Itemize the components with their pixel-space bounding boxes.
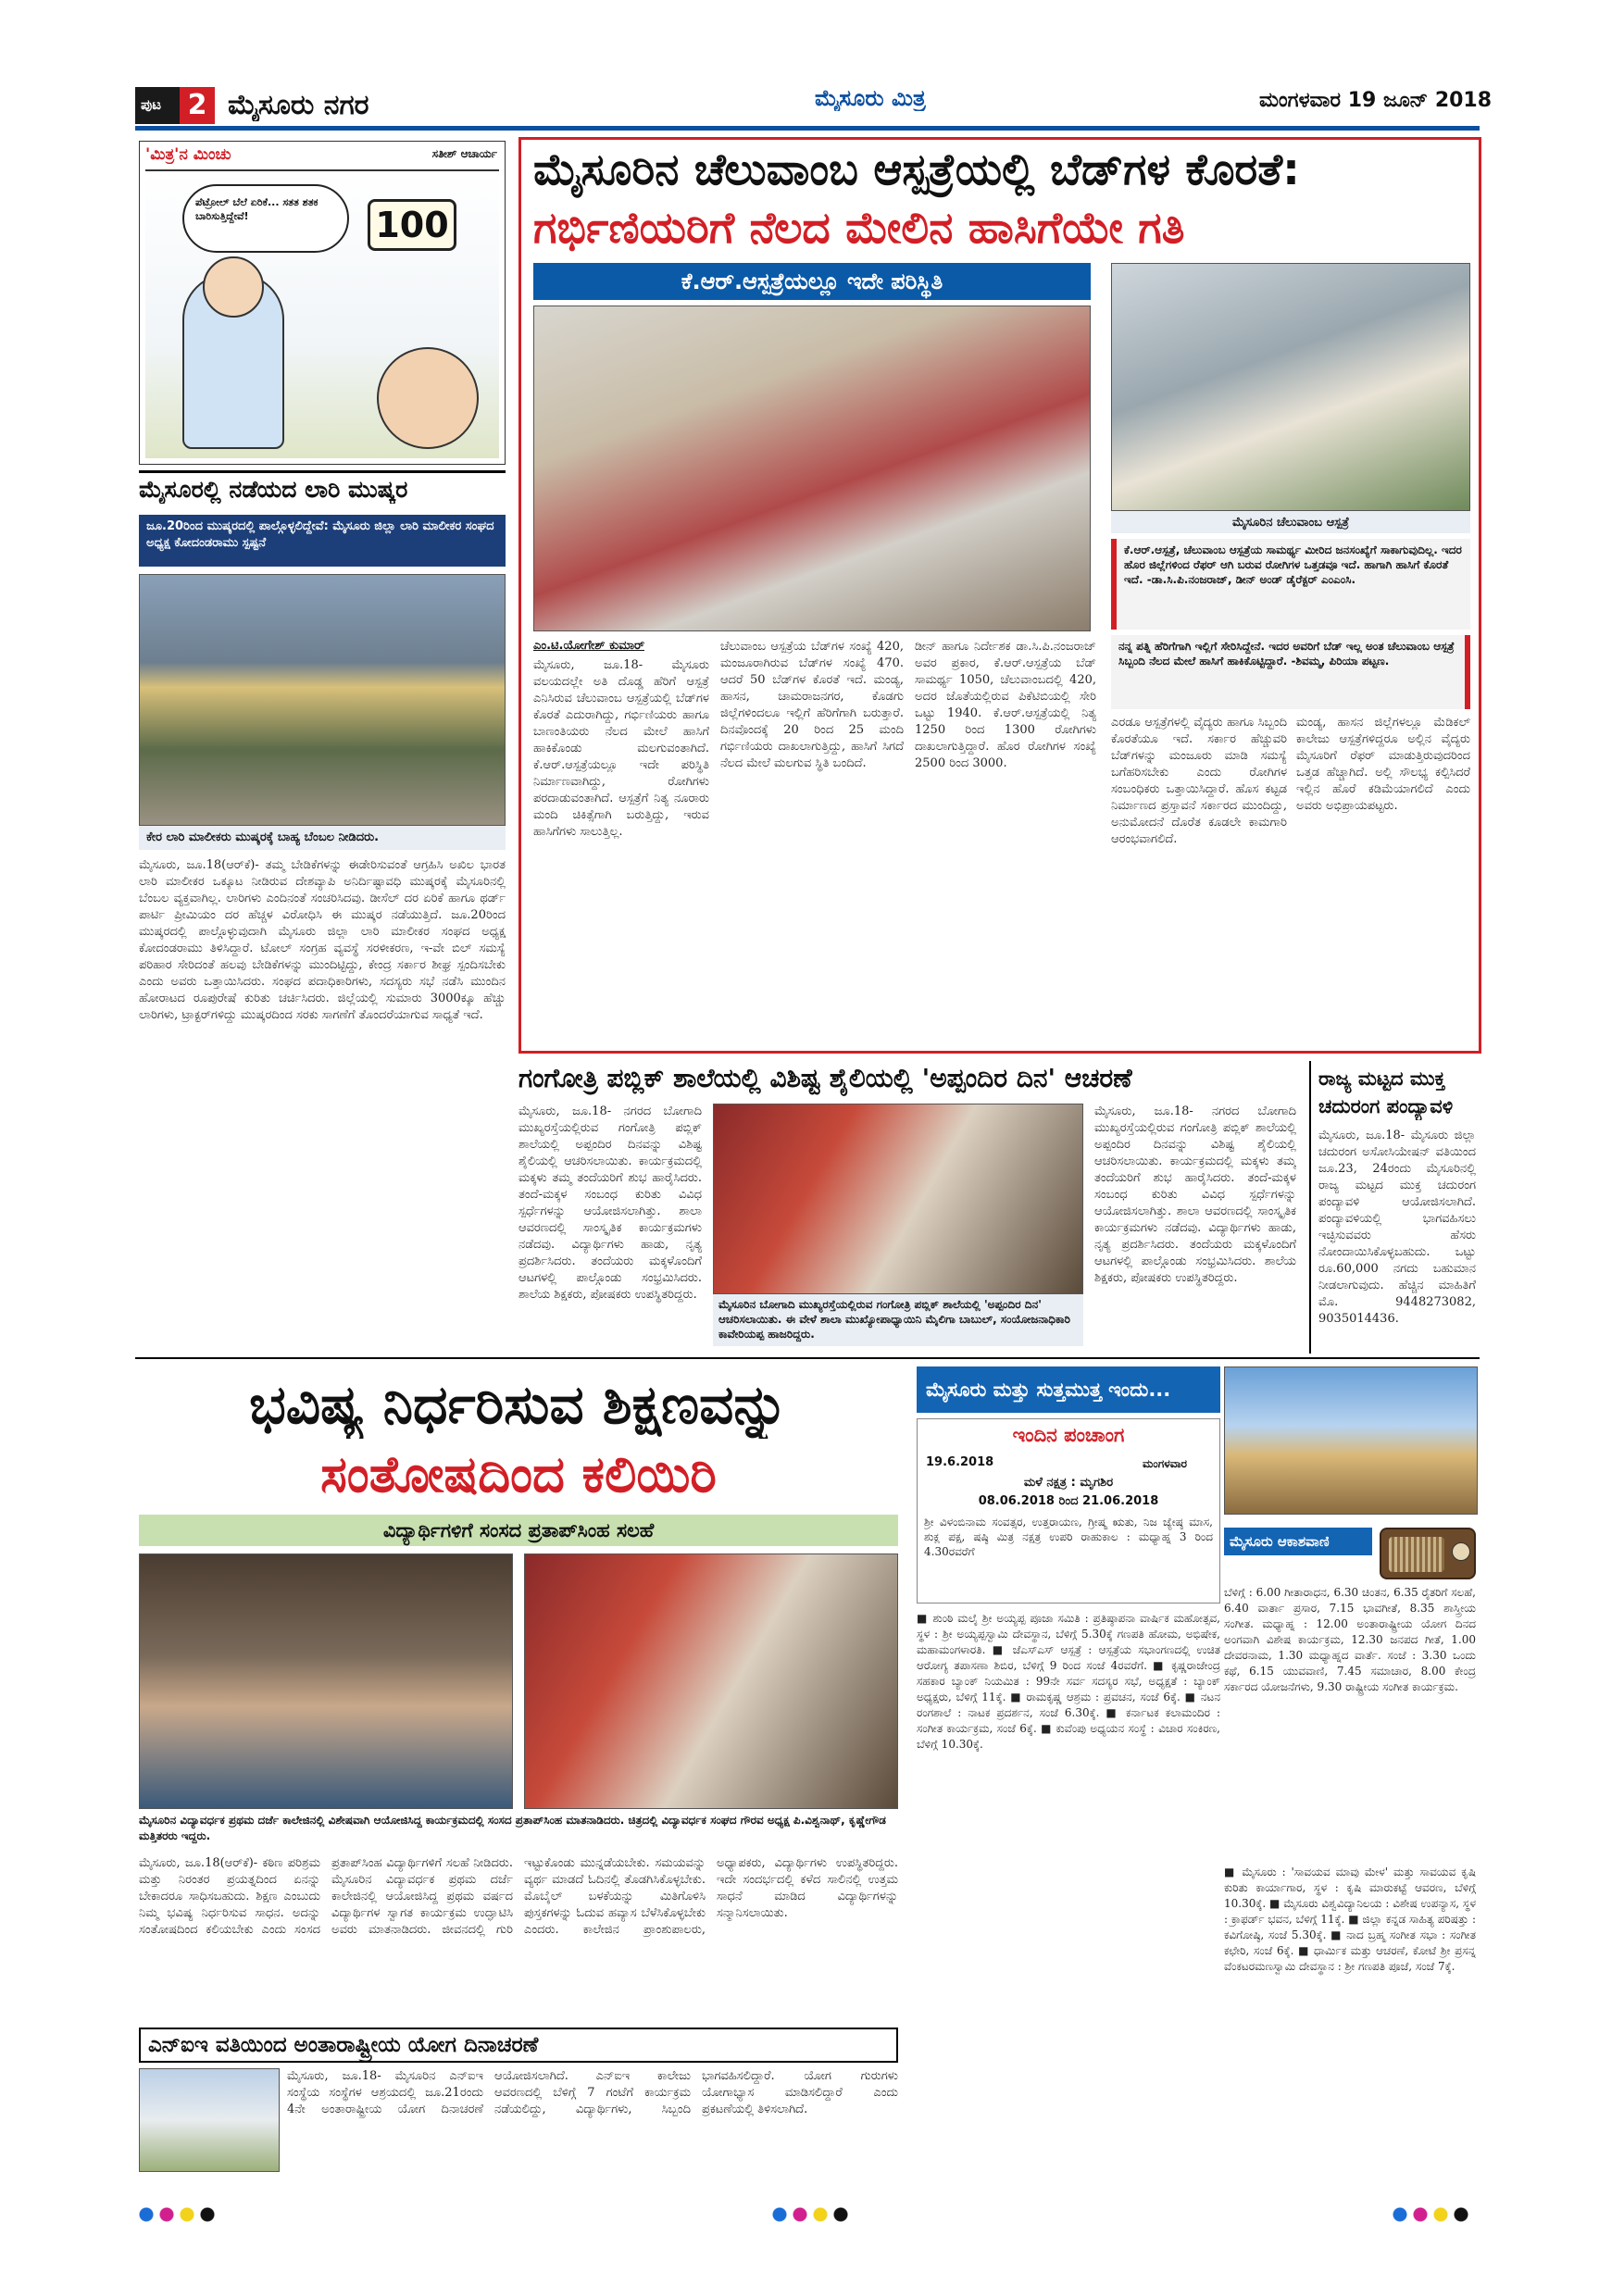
lorry-photo (139, 574, 506, 826)
bottom-divider (135, 1357, 1480, 1359)
lorry-rule-top (139, 470, 506, 473)
radio-icon (1380, 1528, 1476, 1579)
quote-box-2: ನನ್ನ ಪತ್ನಿ ಹೆರಿಗೆಗಾಗಿ ಇಲ್ಲಿಗೆ ಸೇರಿಸಿದ್ದೇನೆ. ಇದರ ಅವರಿಗೆ ಬೆಡ್ ಇಲ್ಲ ಅಂತ ಚೆಲುವಾಂಬ ಆಸ್ಪತ್ರೆ ಸಿಬ್ಬಂದಿ ನೆಲದ ಮೇಲೆ ಹಾಸಿಗೆ ಹಾಕಿಕೊಟ್ಟಿದ್ದಾರೆ. -ಶಿವಮ್ಮ, ಪಿರಿಯಾ ಪಟ್ಟಣ. (1111, 635, 1470, 709)
lorry-headline: ಮೈಸೂರಲ್ಲಿ ನಡೆಯದ ಲಾರಿ ಮುಷ್ಕರ (139, 476, 408, 503)
hospital-col-1: ಮೈಸೂರು, ಜೂ.18- ಮೈಸೂರು ವಲಯದಲ್ಲೇ ಅತಿ ದೊಡ್ಡ ಹೆರಿಗೆ ಆಸ್ಪತ್ರೆ ಎನಿಸಿರುವ ಚೆಲುವಾಂಬ ಆಸ್ಪತ್ರೆಯಲ್ಲಿ ಬೆಡ್‌ಗಳ ಕೊರತೆ ಎದುರಾಗಿದ್ದು, ಗರ್ಭಿಣಿಯರು ಹಾಗೂ ಬಾಣಂತಿಯರು ನೆಲದ ಮೇಲೆ ಹಾಸಿಗೆ ಹಾಕಿಕೊಂಡು ಮಲಗುವಂತಾಗಿದೆ. ಕೆ.ಆರ್.ಆಸ್ಪತ್ರೆಯಲ್ಲೂ ಇದೇ ಪರಿಸ್ಥಿತಿ ನಿರ್ಮಾಣವಾಗಿದ್ದು, ರೋಗಿಗಳು ಪರದಾಡುವಂತಾಗಿದೆ. ಆಸ್ಪತ್ರೆಗೆ ನಿತ್ಯ ನೂರಾರು ಮಂದಿ ಚಿಕಿತ್ಸೆಗಾಗಿ ಬರುತ್ತಿದ್ದು, ಇರುವ ಹಾಸಿಗೆಗಳು ಸಾಲುತ್ತಿಲ್ಲ. (533, 658, 709, 839)
lorry-caption: ಕೇರ ಲಾರಿ ಮಾಲೀಕರು ಮುಷ್ಕರಕ್ಕೆ ಬಾಹ್ಯ ಬೆಂಬಲ ನೀಡಿದರು. (139, 826, 506, 850)
lorry-subhead: ಜೂ.20ರಿಂದ ಮುಷ್ಕರದಲ್ಲಿ ಪಾಲ್ಗೊಳ್ಳಲಿದ್ದೇವೆ: ಮೈಸೂರು ಜಿಲ್ಲಾ ಲಾರಿ ಮಾಲೀಕರ ಸಂಘದ ಅಧ್ಯಕ್ಷ ಕೋದಂಡರಾಮು ಸ್ಪಷ್ಟನೆ (139, 515, 506, 567)
registration-marks-left (139, 2207, 222, 2222)
gangothri-body-right: ಮೈಸೂರು, ಜೂ.18- ನಗರದ ಬೋಗಾದಿ ಮುಖ್ಯರಸ್ತೆಯಲ್ಲಿರುವ ಗಂಗೋತ್ರಿ ಪಬ್ಲಿಕ್ ಶಾಲೆಯಲ್ಲಿ ಅಪ್ಪಂದಿರ ದಿನವನ್ನು ವಿಶಿಷ್ಟ ಶೈಲಿಯಲ್ಲಿ ಆಚರಿಸಲಾಯಿತು. ಕಾರ್ಯಕ್ರಮದಲ್ಲಿ ಮಕ್ಕಳು ತಮ್ಮ ತಂದೆಯರಿಗೆ ಶುಭ ಹಾರೈಸಿದರು. ತಂದೆ-ಮಕ್ಕಳ ಸಂಬಂಧ ಕುರಿತು ವಿವಿಧ ಸ್ಪರ್ಧೆಗಳನ್ನು ಆಯೋಜಿಸಲಾಗಿತ್ತು. ಶಾಲಾ ಆವರಣದಲ್ಲಿ ಸಾಂಸ್ಕೃತಿಕ ಕಾರ್ಯಕ್ರಮಗಳು ನಡೆದವು. ವಿದ್ಯಾರ್ಥಿಗಳು ಹಾಡು, ನೃತ್ಯ ಪ್ರದರ್ಶಿಸಿದರು. ತಂದೆಯರು ಮಕ್ಕಳೊಂದಿಗೆ ಆಟಗಳಲ್ಲಿ ಪಾಲ್ಗೊಂಡು ಸಂಭ್ರಮಿಸಿದರು. ಶಾಲೆಯ ಶಿಕ್ಷಕರು, ಪೋಷಕರು ಉಪಸ್ಥಿತರಿದ್ದರು. (1094, 1104, 1296, 1285)
building-caption: ಮೈಸೂರಿನ ಚೆಲುವಾಂಬ ಆಸ್ಪತ್ರೆ (1111, 511, 1470, 533)
radio-body: ಬೆಳಿಗ್ಗೆ : 6.00 ಗೀತಾರಾಧನ, 6.30 ಚಿಂತನ, 6.35 ರೈತರಿಗೆ ಸಲಹೆ, 6.40 ವಾರ್ತಾ ಪ್ರಸಾರ, 7.15 ಭಾವಗೀತೆ, 8.35 ಶಾಸ್ತ್ರೀಯ ಸಂಗೀತ. ಮಧ್ಯಾಹ್ನ : 12.00 ಅಂತಾರಾಷ್ಟ್ರೀಯ ಯೋಗ ದಿನದ ಅಂಗವಾಗಿ ವಿಶೇಷ ಕಾರ್ಯಕ್ರಮ, 12.30 ಜನಪದ ಗೀತೆ, 1.00 ದೇವರನಾಮ, 1.30 ಮಧ್ಯಾಹ್ನದ ವಾರ್ತೆ. ಸಂಜೆ : 3.30 ಒಂದು ಕಥೆ, 6.15 ಯುವವಾಣಿ, 7.45 ಸಮಾಚಾರ, 8.00 ಕೇಂದ್ರ ಸರ್ಕಾರದ ಯೋಜನೆಗಳು, 9.30 ರಾಷ್ಟ್ರೀಯ ಸಂಗೀತ ಕಾರ್ಯಕ್ರಮ. (1224, 1586, 1476, 1693)
lorry-body: ಮೈಸೂರು, ಜೂ.18(ಆರ್‌ಕೆ)- ತಮ್ಮ ಬೇಡಿಕೆಗಳನ್ನು ಈಡೇರಿಸುವಂತೆ ಆಗ್ರಹಿಸಿ ಅಖಿಲ ಭಾರತ ಲಾರಿ ಮಾಲೀಕರ ಒಕ್ಕೂಟ ನೀಡಿರುವ ದೇಶವ್ಯಾಪಿ ಅನಿರ್ದಿಷ್ಟಾವಧಿ ಮುಷ್ಕರಕ್ಕೆ ಮೈಸೂರಿನಲ್ಲಿ ಬೆಂಬಲ ವ್ಯಕ್ತವಾಗಿಲ್ಲ. ಲಾರಿಗಳು ಎಂದಿನಂತೆ ಸಂಚರಿಸಿದವು. ಡೀಸೆಲ್ ದರ ಏರಿಕೆ ಹಾಗೂ ಥರ್ಡ್ ಪಾರ್ಟಿ ಪ್ರೀಮಿಯಂ ದರ ಹೆಚ್ಚಳ ವಿರೋಧಿಸಿ ಈ ಮುಷ್ಕರ ನಡೆಯುತ್ತಿದೆ. ಜೂ.20ರಿಂದ ಮುಷ್ಕರದಲ್ಲಿ ಪಾಲ್ಗೊಳ್ಳುವುದಾಗಿ ಮೈಸೂರು ಜಿಲ್ಲಾ ಲಾರಿ ಮಾಲೀಕರ ಸಂಘದ ಅಧ್ಯಕ್ಷ ಕೋದಂಡರಾಮು ತಿಳಿಸಿದ್ದಾರೆ. ಟೋಲ್ ಸಂಗ್ರಹ ವ್ಯವಸ್ಥೆ ಸರಳೀಕರಣ, ಇ-ವೇ ಬಿಲ್ ಸಮಸ್ಯೆ ಪರಿಹಾರ ಸೇರಿದಂತೆ ಹಲವು ಬೇಡಿಕೆಗಳನ್ನು ಮುಂದಿಟ್ಟಿದ್ದು, ಕೇಂದ್ರ ಸರ್ಕಾರ ಶೀಘ್ರ ಸ್ಪಂದಿಸಬೇಕು ಎಂದು ಅವರು ಒತ್ತಾಯಿಸಿದರು. ಸಂಘದ ಪದಾಧಿಕಾರಿಗಳು, ಸದಸ್ಯರು ಸಭೆ ನಡೆಸಿ ಮುಂದಿನ ಹೋರಾಟದ ರೂಪುರೇಷೆ ಕುರಿತು ಚರ್ಚಿಸಿದರು. ಜಿಲ್ಲೆಯಲ್ಲಿ ಸುಮಾರು 3000ಕ್ಕೂ ಹೆಚ್ಚು ಲಾರಿಗಳು, ಟ್ರಾಕ್ಟರ್‌ಗಳಿದ್ದು ಮುಷ್ಕರದಿಂದ ಸರಕು ಸಾಗಣೆಗೆ ತೊಂದರೆಯಾಗುವ ಸಾಧ್ಯತೆ ಇದೆ. (139, 858, 506, 1022)
radio-title: ಮೈಸೂರು ಆಕಾಶವಾಣಿ (1224, 1528, 1372, 1555)
speech-bubble: ಪೆಟ್ರೋಲ್ ಬೆಲೆ ಏರಿಕೆ... ಸತತ ಶತಕ ಬಾರಿಸುತ್ತಿದ್ದೇವೆ! (182, 184, 349, 253)
today-header: ಮೈಸೂರು ಮತ್ತು ಸುತ್ತಮುತ್ತ ಇಂದು... (917, 1366, 1220, 1413)
registration-marks-right (1393, 2207, 1476, 2222)
yoga-photo (139, 2068, 280, 2172)
cartoon-label: 'ಮಿತ್ರ'ನ ಮಿಂಚು (145, 145, 231, 164)
hospital-building-photo (1111, 263, 1470, 511)
gangothri-headline: ಗಂಗೋತ್ರಿ ಪಬ್ಲಿಕ್ ಶಾಲೆಯಲ್ಲಿ ವಿಶಿಷ್ಟ ಶೈಲಿಯಲ್ಲಿ 'ಅಪ್ಪಂದಿರ ದಿನ' ಆಚರಣೆ (518, 1063, 1132, 1093)
date-line: ಮಂಗಳವಾರ 19 ಜೂನ್ 2018 (1259, 89, 1493, 112)
hospital-headline-1: ಮೈಸೂರಿನ ಚೆಲುವಾಂಬ ಆಸ್ಪತ್ರೆಯಲ್ಲಿ ಬೆಡ್‌ಗಳ ಕೊರತೆ: (533, 144, 1300, 195)
education-strap: ವಿದ್ಯಾರ್ಥಿಗಳಿಗೆ ಸಂಸದ ಪ್ರತಾಪ್‌ಸಿಂಹ ಸಲಹೆ (139, 1515, 898, 1546)
radio-dial (1452, 1542, 1470, 1561)
panchanga-weekday: ಮಂಗಳವಾರ (1143, 1457, 1188, 1470)
gangothri-body-left: ಮೈಸೂರು, ಜೂ.18- ನಗರದ ಬೋಗಾದಿ ಮುಖ್ಯರಸ್ತೆಯಲ್ಲಿರುವ ಗಂಗೋತ್ರಿ ಪಬ್ಲಿಕ್ ಶಾಲೆಯಲ್ಲಿ ಅಪ್ಪಂದಿರ ದಿನವನ್ನು ವಿಶಿಷ್ಟ ಶೈಲಿಯಲ್ಲಿ ಆಚರಿಸಲಾಯಿತು. ಕಾರ್ಯಕ್ರಮದಲ್ಲಿ ಮಕ್ಕಳು ತಮ್ಮ ತಂದೆಯರಿಗೆ ಶುಭ ಹಾರೈಸಿದರು. ತಂದೆ-ಮಕ್ಕಳ ಸಂಬಂಧ ಕುರಿತು ವಿವಿಧ ಸ್ಪರ್ಧೆಗಳನ್ನು ಆಯೋಜಿಸಲಾಗಿತ್ತು. ಶಾಲಾ ಆವರಣದಲ್ಲಿ ಸಾಂಸ್ಕೃತಿಕ ಕಾರ್ಯಕ್ರಮಗಳು ನಡೆದವು. ವಿದ್ಯಾರ್ಥಿಗಳು ಹಾಡು, ನೃತ್ಯ ಪ್ರದರ್ಶಿಸಿದರು. ತಂದೆಯರು ಮಕ್ಕಳೊಂದಿಗೆ ಆಟಗಳಲ್ಲಿ ಪಾಲ್ಗೊಂಡು ಸಂಭ್ರಮಿಸಿದರು. ಶಾಲೆಯ ಶಿಕ್ಷಕರು, ಪೋಷಕರು ಉಪಸ್ಥಿತರಿದ್ದರು. (518, 1104, 702, 1302)
cartoon-artist: ಸತೀಶ್ ಆಚಾರ್ಯ (431, 147, 497, 160)
chess-headline: ರಾಜ್ಯ ಮಟ್ಟದ ಮುಕ್ತ ಚದುರಂಗ ಪಂದ್ಯಾವಳಿ (1318, 1067, 1454, 1117)
spectator-figure (377, 347, 479, 449)
hospital-col-3: ಡೀನ್ ಹಾಗೂ ನಿರ್ದೇಶಕ ಡಾ.ಸಿ.ಪಿ.ನಂಜರಾಜ್ ಅವರ ಪ್ರಕಾರ, ಕೆ.ಆರ್.ಆಸ್ಪತ್ರೆಯ ಬೆಡ್ ಸಾಮರ್ಥ್ಯ 1050, ಚೆಲುವಾಂಬದಲ್ಲಿ 420, ಅದರ ಜೊತೆಯಲ್ಲಿರುವ ಪಿಕೆಟಿಬಿಯಲ್ಲಿ ಸೇರಿ ಒಟ್ಟು 1940. ಕೆ.ಆರ್.ಆಸ್ಪತ್ರೆಯಲ್ಲಿ ನಿತ್ಯ 1250 ರಿಂದ 1300 ರೋಗಿಗಳು ದಾಖಲಾಗುತ್ತಿದ್ದಾರೆ. ಹೊರ ರೋಗಿಗಳ ಸಂಖ್ಯೆ 2500 ರಿಂದ 3000. (915, 640, 1096, 770)
education-caption: ಮೈಸೂರಿನ ವಿದ್ಯಾವರ್ಧಕ ಪ್ರಥಮ ದರ್ಜೆ ಕಾಲೇಜಿನಲ್ಲಿ ವಿಶೇಷವಾಗಿ ಆಯೋಜಿಸಿದ್ದ ಕಾರ್ಯಕ್ರಮದಲ್ಲಿ ಸಂಸದ ಪ್ರತಾಪ್‌ಸಿಂಹ ಮಾತನಾಡಿದರು. ಚಿತ್ರದಲ್ಲಿ ವಿದ್ಯಾವರ್ಧಕ ಸಂಘದ ಗೌರವ ಅಧ್ಯಕ್ಷ ಪಿ.ವಿಶ್ವನಾಥ್, ಕೃಷ್ಣೇಗೌಡ ಮತ್ತಿತರರು ಇದ್ದರು. (139, 1814, 886, 1842)
panchanga-body: ಶ್ರೀ ವಿಳಂಬಿನಾಮ ಸಂವತ್ಸರ, ಉತ್ತರಾಯಣ, ಗ್ರೀಷ್ಮ ಋತು, ನಿಜ ಜ್ಯೇಷ್ಠ ಮಾಸ, ಶುಕ್ಲ ಪಕ್ಷ, ಷಷ್ಠಿ ಮಿತ್ರ ನಕ್ಷತ್ರ ಉಪರಿ ರಾಹುಕಾಲ : ಮಧ್ಯಾಹ್ನ 3 ರಿಂದ 4.30ರವರೆಗೆ (924, 1516, 1213, 1558)
panchanga-nakshatra: ಮಳೆ ನಕ್ಷತ್ರ : ಮೃಗಶಿರ (1023, 1476, 1114, 1490)
audience-photo (139, 1554, 513, 1809)
page-label: ಪುಟ (141, 96, 162, 113)
batsman-head (203, 256, 264, 318)
paper-logo: ಮೈಸೂರು ಮಿತ್ರ (815, 85, 926, 111)
stage-photo (524, 1554, 898, 1809)
chess-body: ಮೈಸೂರು, ಜೂ.18- ಮೈಸೂರು ಜಿಲ್ಲಾ ಚದುರಂಗ ಅಸೋಸಿಯೇಷನ್ ವತಿಯಿಂದ ಜೂ.23, 24ರಂದು ಮೈಸೂರಿನಲ್ಲಿ ರಾಜ್ಯ ಮಟ್ಟದ ಮುಕ್ತ ಚದುರಂಗ ಪಂದ್ಯಾವಳಿ ಆಯೋಜಿಸಲಾಗಿದೆ. ಪಂದ್ಯಾವಳಿಯಲ್ಲಿ ಭಾಗವಹಿಸಲು ಇಚ್ಛಿಸುವವರು ಹೆಸರು ನೋಂದಾಯಿಸಿಕೊಳ್ಳಬಹುದು. ಒಟ್ಟು ರೂ.60,000 ನಗದು ಬಹುಮಾನ ನೀಡಲಾಗುವುದು. ಹೆಚ್ಚಿನ ಮಾಹಿತಿಗೆ ಮೊ. 9448273082, 9035014436. (1318, 1129, 1476, 1326)
cartoon-box (139, 141, 506, 465)
hospital-byline: ಎಂ.ಟಿ.ಯೋಗೇಶ್ ಕುಮಾರ್ (533, 639, 645, 653)
education-headline-1: ಭವಿಷ್ಯ ನಿರ್ಧರಿಸುವ ಶಿಕ್ಷಣವನ್ನು (249, 1373, 788, 1436)
section-title: ಮೈಸೂರು ನಗರ (228, 89, 369, 121)
radio-speaker (1389, 1537, 1444, 1572)
more-events: ■ ಮೈಸೂರು : 'ಸಾವಯವ ಮಾವು ಮೇಳ' ಮತ್ತು ಸಾವಯವ ಕೃಷಿ ಕುರಿತು ಕಾರ್ಯಾಗಾರ, ಸ್ಥಳ : ಕೃಷಿ ಮಾರುಕಟ್ಟೆ ಆವರಣ, ಬೆಳಿಗ್ಗೆ 10.30ಕ್ಕೆ. ■ ಮೈಸೂರು ವಿಶ್ವವಿದ್ಯಾನಿಲಯ : ವಿಶೇಷ ಉಪನ್ಯಾಸ, ಸ್ಥಳ : ಕ್ರಾಫರ್ಡ್ ಭವನ, ಬೆಳಿಗ್ಗೆ 11ಕ್ಕೆ. ■ ಜಿಲ್ಲಾ ಕನ್ನಡ ಸಾಹಿತ್ಯ ಪರಿಷತ್ತು : ಕವಿಗೋಷ್ಠಿ, ಸಂಜೆ 5.30ಕ್ಕೆ. ■ ನಾದ ಬ್ರಹ್ಮ ಸಂಗೀತ ಸಭಾ : ಸಂಗೀತ ಕಛೇರಿ, ಸಂಜೆ 6ಕ್ಕೆ. ■ ಧಾರ್ಮಿಕ ಮತ್ತು ಆಚರಣೆ, ಕೋಟೆ ಶ್ರೀ ಪ್ರಸನ್ನ ವೆಂಕಟರಮಣಸ್ವಾಮಿ ದೇವಸ್ಥಾನ : ಶ್ರೀ ಗಣಪತಿ ಪೂಜೆ, ಸಂಜೆ 7ಕ್ಕೆ. (1224, 1866, 1476, 1973)
events-list: ■ ಶುಂಠಿ ಮಲೈ ಶ್ರೀ ಅಯ್ಯಪ್ಪ ಪೂಜಾ ಸಮಿತಿ : ಪ್ರತಿಷ್ಠಾಪನಾ ವಾರ್ಷಿಕ ಮಹೋತ್ಸವ, ಸ್ಥಳ : ಶ್ರೀ ಅಯ್ಯಪ್ಪಸ್ವಾಮಿ ದೇವಸ್ಥಾನ, ಬೆಳಿಗ್ಗೆ 5.30ಕ್ಕೆ ಗಣಪತಿ ಹೋಮ, ಅಭಿಷೇಕ, ಮಹಾಮಂಗಳಾರತಿ. ■ ಜೆಎಸ್‌ಎಸ್ ಆಸ್ಪತ್ರೆ : ಆಸ್ಪತ್ರೆಯ ಸಭಾಂಗಣದಲ್ಲಿ ಉಚಿತ ಆರೋಗ್ಯ ತಪಾಸಣಾ ಶಿಬಿರ, ಬೆಳಿಗ್ಗೆ 9 ರಿಂದ ಸಂಜೆ 4ರವರೆಗೆ. ■ ಕೃಷ್ಣರಾಜೇಂದ್ರ ಸಹಕಾರ ಬ್ಯಾಂಕ್ ನಿಯಮಿತ : 99ನೇ ಸರ್ವ ಸದಸ್ಯರ ಸಭೆ, ಅಧ್ಯಕ್ಷತೆ : ಬ್ಯಾಂಕ್ ಅಧ್ಯಕ್ಷರು, ಬೆಳಿಗ್ಗೆ 11ಕ್ಕೆ. ■ ರಾಮಕೃಷ್ಣ ಆಶ್ರಮ : ಪ್ರವಚನ, ಸಂಜೆ 6ಕ್ಕೆ. ■ ನಟನ ರಂಗಶಾಲೆ : ನಾಟಕ ಪ್ರದರ್ಶನ, ಸಂಜೆ 6.30ಕ್ಕೆ. ■ ಕರ್ನಾಟಕ ಕಲಾಮಂದಿರ : ಸಂಗೀತ ಕಾರ್ಯಕ್ರಮ, ಸಂಜೆ 6ಕ್ಕೆ. ■ ಕುವೆಂಪು ಅಧ್ಯಯನ ಸಂಸ್ಥೆ : ವಿಚಾರ ಸಂಕಿರಣ, ಬೆಳಿಗ್ಗೆ 10.30ಕ್ಕೆ. (917, 1612, 1220, 1751)
ward-photo (533, 306, 1091, 631)
score-board: 100 (368, 199, 456, 251)
page-badge (135, 87, 215, 124)
quote-box-1: ಕೆ.ಆರ್.ಆಸ್ಪತ್ರೆ, ಚೆಲುವಾಂಬ ಆಸ್ಪತ್ರೆಯ ಸಾಮರ್ಥ್ಯ ಮೀರಿದ ಜನಸಂಖ್ಯೆಗೆ ಸಾಕಾಗುವುದಿಲ್ಲ. ಇದರ ಹೊರ ಜಿಲ್ಲೆಗಳಿಂದ ರೆಫರ್ ಆಗಿ ಬರುವ ರೋಗಿಗಳ ಒತ್ತಡವೂ ಇದೆ. ಹಾಗಾಗಿ ಹಾಸಿಗೆ ಕೊರತೆ ಇದೆ. -ಡಾ.ಸಿ.ಪಿ.ನಂಜರಾಜ್, ಡೀನ್ ಅಂಡ್ ಡೈರೆಕ್ಟರ್ ಎಂಎಂಸಿ. (1111, 539, 1470, 630)
gangothri-caption: ಮೈಸೂರಿನ ಬೋಗಾದಿ ಮುಖ್ಯರಸ್ತೆಯಲ್ಲಿರುವ ಗಂಗೋತ್ರಿ ಪಬ್ಲಿಕ್ ಶಾಲೆಯಲ್ಲಿ 'ಅಪ್ಪಂದಿರ ದಿನ' ಆಚರಿಸಲಾಯಿತು. ಈ ವೇಳೆ ಶಾಲಾ ಮುಖ್ಯೋಪಾಧ್ಯಾಯಿನಿ ಮೈಲಿಗಾ ಬಾಬುಲ್, ಸಂಯೋಜನಾಧಿಕಾರಿ ಕಾವೇರಿಯಪ್ಪ ಹಾಜರಿದ್ದರು. (713, 1294, 1083, 1346)
panchanga-period: 08.06.2018 ರಿಂದ 21.06.2018 (978, 1494, 1159, 1508)
masthead-rule (135, 126, 1480, 131)
yoga-body: ಮೈಸೂರು, ಜೂ.18- ಮೈಸೂರಿನ ಎನ್‌ಐಇ ಸಂಸ್ಥೆಯ ಸಂಸ್ಥೆಗಳ ಆಶ್ರಯದಲ್ಲಿ ಜೂ.21ರಂದು 4ನೇ ಅಂತಾರಾಷ್ಟ್ರೀಯ ಯೋಗ ದಿನಾಚರಣೆ ಆಯೋಜಿಸಲಾಗಿದೆ. ಎನ್‌ಐಇ ಕಾಲೇಜು ಆವರಣದಲ್ಲಿ ಬೆಳಿಗ್ಗೆ 7 ಗಂಟೆಗೆ ಕಾರ್ಯಕ್ರಮ ನಡೆಯಲಿದ್ದು, ವಿದ್ಯಾರ್ಥಿಗಳು, ಸಿಬ್ಬಂದಿ ಭಾಗವಹಿಸಲಿದ್ದಾರೆ. ಯೋಗ ಗುರುಗಳು ಯೋಗಾಭ್ಯಾಸ ಮಾಡಿಸಲಿದ್ದಾರೆ ಎಂದು ಪ್ರಕಟಣೆಯಲ್ಲಿ ತಿಳಿಸಲಾಗಿದೆ. (287, 2069, 898, 2116)
yoga-headline: ಎನ್‌ಐಇ ವತಿಯಿಂದ ಅಂತಾರಾಷ್ಟ್ರೀಯ ಯೋಗ ದಿನಾಚರಣೆ (139, 2028, 898, 2063)
education-headline-2: ಸಂತೋಷದಿಂದ ಕಲಿಯಿರಿ (320, 1445, 717, 1504)
page-number: 2 (180, 87, 215, 124)
hospital-strap: ಕೆ.ಆರ್.ಆಸ್ಪತ್ರೆಯಲ್ಲೂ ಇದೇ ಪರಿಸ್ಥಿತಿ (533, 263, 1091, 300)
hospital-headline-2: ಗರ್ಭಿಣಿಯರಿಗೆ ನೆಲದ ಮೇಲಿನ ಹಾಸಿಗೆಯೇ ಗತಿ (533, 203, 1185, 254)
education-body: ಮೈಸೂರು, ಜೂ.18(ಆರ್‌ಕೆ)- ಕಠಿಣ ಪರಿಶ್ರಮ ಮತ್ತು ನಿರಂತರ ಪ್ರಯತ್ನದಿಂದ ಏನನ್ನು ಬೇಕಾದರೂ ಸಾಧಿಸಬಹುದು. ಶಿಕ್ಷಣ ಎಂಬುದು ನಿಮ್ಮ ಭವಿಷ್ಯ ನಿರ್ಧರಿಸುವ ಸಾಧನ. ಅದನ್ನು ಸಂತೋಷದಿಂದ ಕಲಿಯಬೇಕು ಎಂದು ಸಂಸದ ಪ್ರತಾಪ್‌ಸಿಂಹ ವಿದ್ಯಾರ್ಥಿಗಳಿಗೆ ಸಲಹೆ ನೀಡಿದರು. ಮೈಸೂರಿನ ವಿದ್ಯಾವರ್ಧಕ ಪ್ರಥಮ ದರ್ಜೆ ಕಾಲೇಜಿನಲ್ಲಿ ಆಯೋಜಿಸಿದ್ದ ಪ್ರಥಮ ವರ್ಷದ ವಿದ್ಯಾರ್ಥಿಗಳ ಸ್ವಾಗತ ಕಾರ್ಯಕ್ರಮ ಉದ್ಘಾಟಿಸಿ ಅವರು ಮಾತನಾಡಿದರು. ಜೀವನದಲ್ಲಿ ಗುರಿ ಇಟ್ಟುಕೊಂಡು ಮುನ್ನಡೆಯಬೇಕು. ಸಮಯವನ್ನು ವ್ಯರ್ಥ ಮಾಡದೆ ಓದಿನಲ್ಲಿ ತೊಡಗಿಸಿಕೊಳ್ಳಬೇಕು. ಮೊಬೈಲ್ ಬಳಕೆಯನ್ನು ಮಿತಿಗೊಳಿಸಿ ಪುಸ್ತಕಗಳನ್ನು ಓದುವ ಹವ್ಯಾಸ ಬೆಳೆಸಿಕೊಳ್ಳಬೇಕು ಎಂದರು. ಕಾಲೇಜಿನ ಪ್ರಾಂಶುಪಾಲರು, ಅಧ್ಯಾಪಕರು, ವಿದ್ಯಾರ್ಥಿಗಳು ಉಪಸ್ಥಿತರಿದ್ದರು. ಇದೇ ಸಂದರ್ಭದಲ್ಲಿ ಕಳೆದ ಸಾಲಿನಲ್ಲಿ ಉತ್ತಮ ಸಾಧನೆ ಮಾಡಿದ ವಿದ್ಯಾರ್ಥಿಗಳನ್ನು ಸನ್ಮಾನಿಸಲಾಯಿತು. (139, 1856, 898, 1937)
hospital-col-5: ಮಂಡ್ಯ, ಹಾಸನ ಜಿಲ್ಲೆಗಳಲ್ಲೂ ಮೆಡಿಕಲ್ ಕಾಲೇಜು ಆಸ್ಪತ್ರೆಗಳಿದ್ದರೂ ಅಲ್ಲಿನ ವೈದ್ಯರು ಮೈಸೂರಿಗೆ ರೆಫರ್ ಮಾಡುತ್ತಿರುವುದರಿಂದ ಒತ್ತಡ ಹೆಚ್ಚಾಗಿದೆ. ಅಲ್ಲಿ ಸೌಲಭ್ಯ ಕಲ್ಪಿಸಿದರೆ ಇಲ್ಲಿನ ಹೊರೆ ಕಡಿಮೆಯಾಗಲಿದೆ ಎಂದು ಅವರು ಅಭಿಪ್ರಾಯಪಟ್ಟರು. (1296, 716, 1470, 813)
panchanga-title: ಇಂದಿನ ಪಂಚಾಂಗ (1012, 1424, 1125, 1446)
chess-rule (1309, 1061, 1311, 1354)
hospital-col-2: ಚೆಲುವಾಂಬ ಆಸ್ಪತ್ರೆಯ ಬೆಡ್‌ಗಳ ಸಂಖ್ಯೆ 420, ಮಂಜೂರಾಗಿರುವ ಬೆಡ್‌ಗಳ ಸಂಖ್ಯೆ 470. ಆದರೆ 50 ಬೆಡ್‌ಗಳ ಕೊರತೆ ಇದೆ. ಮಂಡ್ಯ, ಹಾಸನ, ಚಾಮರಾಜನಗರ, ಕೊಡಗು ಜಿಲ್ಲೆಗಳಿಂದಲೂ ಇಲ್ಲಿಗೆ ಹೆರಿಗೆಗಾಗಿ ಬರುತ್ತಾರೆ. ದಿನವೊಂದಕ್ಕೆ 20 ರಿಂದ 25 ಮಂದಿ ಗರ್ಭಿಣಿಯರು ದಾಖಲಾಗುತ್ತಿದ್ದು, ಹಾಸಿಗೆ ಸಿಗದೆ ನೆಲದ ಮೇಲೆ ಮಲಗುವ ಸ್ಥಿತಿ ಬಂದಿದೆ. (720, 640, 904, 770)
gangothri-photo (713, 1104, 1083, 1294)
cartoon-drawing (145, 169, 499, 458)
hospital-col-4: ಎರಡೂ ಆಸ್ಪತ್ರೆಗಳಲ್ಲಿ ವೈದ್ಯರು ಹಾಗೂ ಸಿಬ್ಬಂದಿ ಕೊರತೆಯೂ ಇದೆ. ಸರ್ಕಾರ ಹೆಚ್ಚುವರಿ ಬೆಡ್‌ಗಳನ್ನು ಮಂಜೂರು ಮಾಡಿ ಸಮಸ್ಯೆ ಬಗೆಹರಿಸಬೇಕು ಎಂದು ರೋಗಿಗಳ ಸಂಬಂಧಿಕರು ಒತ್ತಾಯಿಸಿದ್ದಾರೆ. ಹೊಸ ಕಟ್ಟಡ ನಿರ್ಮಾಣದ ಪ್ರಸ್ತಾವನೆ ಸರ್ಕಾರದ ಮುಂದಿದ್ದು, ಅನುಮೋದನೆ ದೊರೆತ ಕೂಡಲೇ ಕಾಮಗಾರಿ ಆರಂಭವಾಗಲಿದೆ. (1111, 716, 1287, 846)
registration-marks-center (772, 2207, 856, 2222)
panchanga-date: 19.6.2018 (926, 1455, 994, 1469)
palace-photo (1224, 1366, 1478, 1515)
